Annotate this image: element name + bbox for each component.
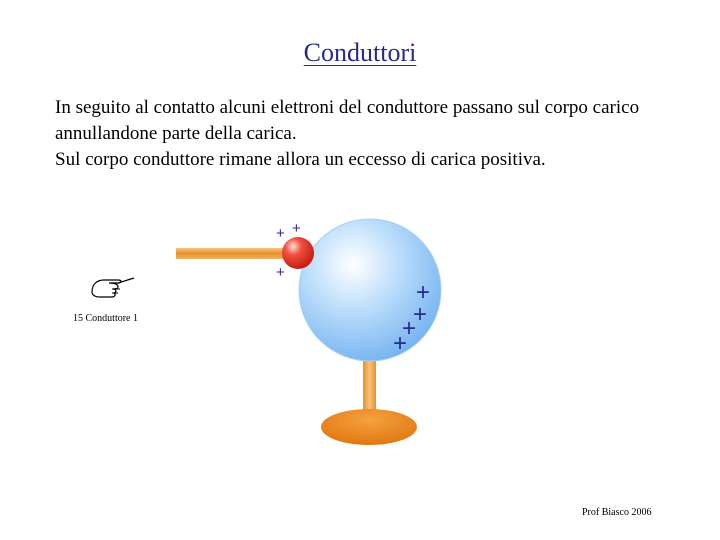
- footer-credit: Prof Biasco 2006: [582, 507, 652, 518]
- stand-pole: [363, 358, 376, 418]
- slide-title-text: Conduttori: [303, 38, 417, 67]
- stand-base: [321, 409, 417, 445]
- small-charged-sphere: [282, 237, 314, 269]
- positive-charge: +: [276, 264, 285, 281]
- positive-charge: +: [402, 315, 417, 342]
- positive-charge: +: [292, 220, 301, 237]
- positive-charge: +: [416, 279, 431, 306]
- paragraph-line-3: Sul corpo conduttore rimane allora un eccesso di carica positiva.: [55, 149, 546, 170]
- paragraph-line-1: In seguito al contatto alcuni elettroni del conduttore passano sul corpo carico: [55, 97, 640, 118]
- link-label[interactable]: 15 Conduttore 1: [73, 313, 138, 324]
- paragraph-line-2: annullandone parte della carica.: [55, 123, 297, 144]
- positive-charge: +: [413, 301, 428, 328]
- insulating-rod: [176, 248, 296, 259]
- pointing-hand-icon[interactable]: [88, 270, 138, 304]
- positive-charge: +: [276, 225, 285, 242]
- positive-charge: +: [393, 330, 408, 357]
